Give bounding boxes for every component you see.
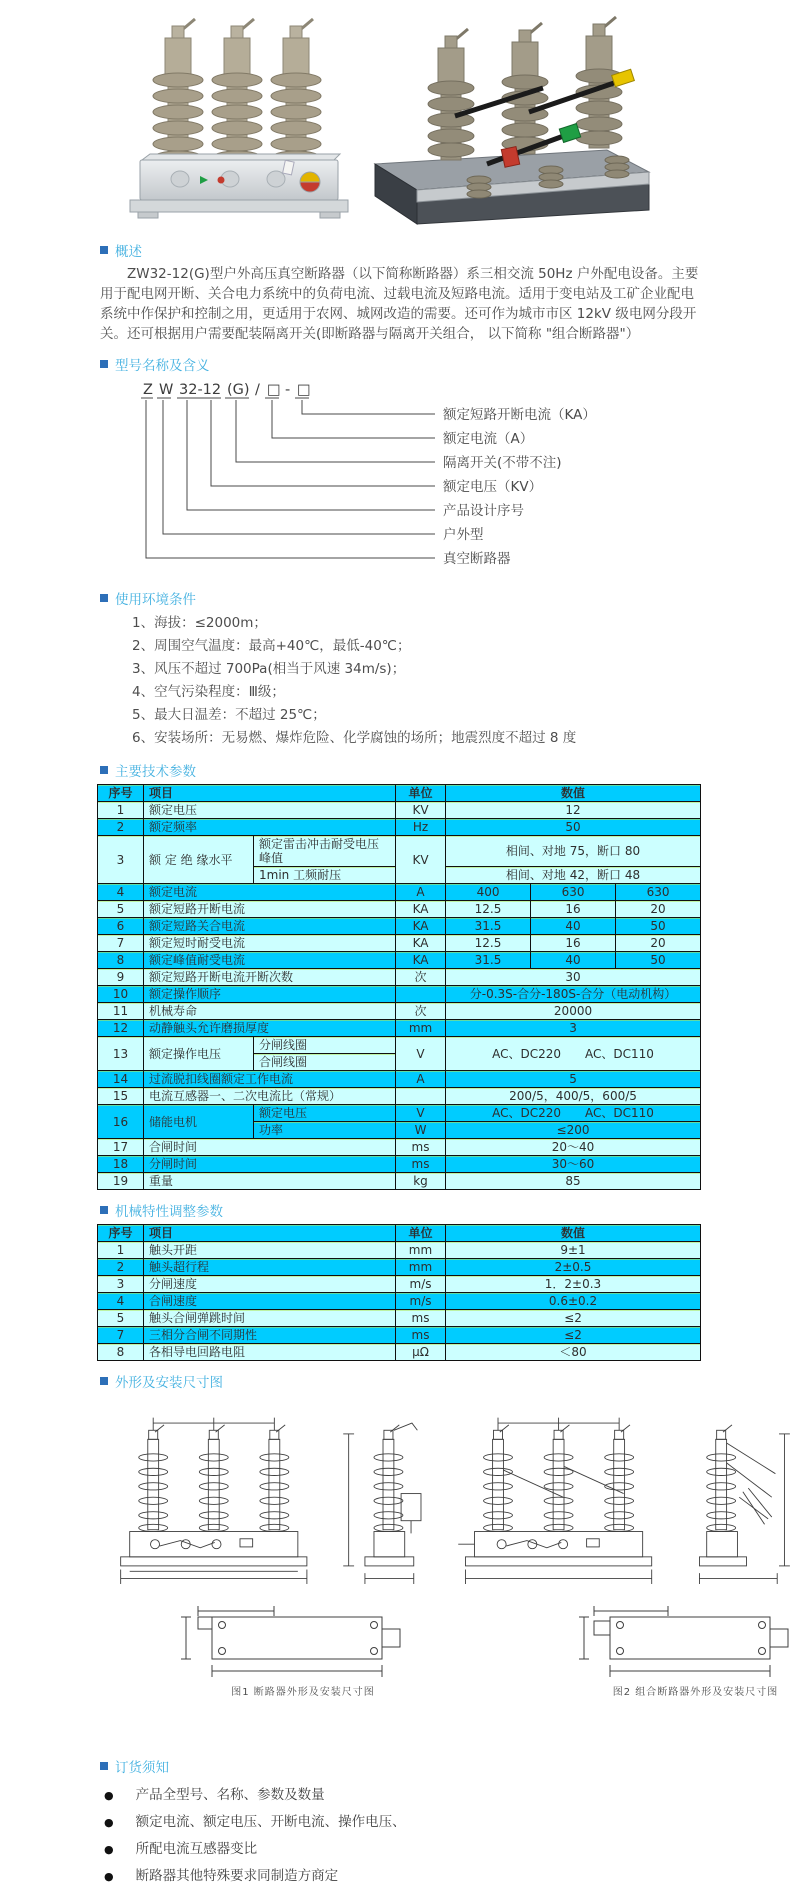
- list-item: [104, 1863, 793, 1890]
- cell-unit: mm: [396, 1259, 446, 1276]
- cell-no: 15: [98, 1088, 144, 1105]
- table-row: [98, 1020, 701, 1037]
- section-title: 订货须知: [115, 1760, 169, 1776]
- cell-no: 7: [98, 1327, 144, 1344]
- section-bullet-icon: [100, 594, 108, 602]
- section-main-params-heading: [100, 760, 793, 780]
- table-row: [98, 1071, 701, 1088]
- cell-no: 2: [98, 819, 144, 836]
- cell-no: 5: [98, 901, 144, 918]
- cell-value: 5: [446, 1071, 701, 1088]
- list-item-text: 额定电流、额定电压、开断电流、操作电压、: [135, 1814, 406, 1830]
- col-header: 序号: [98, 1225, 144, 1242]
- cell-no: 13: [98, 1037, 144, 1071]
- model-code-part: Z: [143, 382, 153, 398]
- col-header: 项目: [144, 785, 396, 802]
- list-item: [104, 1782, 793, 1809]
- plan-block: [178, 1603, 428, 1698]
- cell-unit: V: [396, 1105, 446, 1122]
- table-row: [98, 1156, 701, 1173]
- cell-item: 触头开距: [144, 1242, 396, 1259]
- table-row: [98, 1105, 701, 1122]
- cell-item: 额定频率: [144, 819, 396, 836]
- cell-unit: m/s: [396, 1276, 446, 1293]
- cell-item: 额定短路开断电流: [144, 901, 396, 918]
- cell-value: 30: [446, 969, 701, 986]
- cell-item: 机械寿命: [144, 1003, 396, 1020]
- cell-value: 85: [446, 1173, 701, 1190]
- table-row: [98, 935, 701, 952]
- cell-no: 8: [98, 952, 144, 969]
- table-row: [98, 802, 701, 819]
- cell-unit: W: [396, 1122, 446, 1139]
- model-label: 额定电压（KV）: [443, 479, 543, 495]
- cell-value: 分-0.3S-合分-180S-合分（电动机构）: [446, 986, 701, 1003]
- table-row: [98, 969, 701, 986]
- section-model-heading: [100, 354, 793, 374]
- section-environment-heading: [100, 588, 793, 608]
- cell-item: 触头超行程: [144, 1259, 396, 1276]
- cell-value: ＜80: [446, 1344, 701, 1361]
- combined-breaker-front-view-drawing: [451, 1401, 666, 1597]
- cell-unit: m/s: [396, 1293, 446, 1310]
- section-bullet-icon: [100, 1206, 108, 1214]
- cell-item: 额定峰值耐受电流: [144, 952, 396, 969]
- table-row: [98, 1310, 701, 1327]
- cell-unit: mm: [396, 1242, 446, 1259]
- cell-no: 8: [98, 1344, 144, 1361]
- cell-item: 额 定 绝 缘水平: [144, 836, 254, 884]
- model-label: 额定电流（A）: [443, 431, 534, 447]
- col-header: 序号: [98, 785, 144, 802]
- model-code-part: (G): [227, 382, 250, 398]
- list-item-text: 所配电流互感器变比: [135, 1841, 258, 1857]
- table-row: [98, 1037, 701, 1054]
- cell-value: 3: [446, 1020, 701, 1037]
- bullet-icon: ●: [104, 1870, 114, 1883]
- bullet-icon: ●: [104, 1789, 114, 1802]
- col-header: 项目: [144, 1225, 396, 1242]
- cell-value: 0.6±0.2: [446, 1293, 701, 1310]
- list-item: 3、风压不超过 700Pa(相当于风速 34m/s)；: [132, 661, 406, 677]
- section-title: 型号名称及含义: [115, 358, 210, 374]
- bullet-icon: ●: [104, 1843, 114, 1856]
- model-code-part: □: [267, 382, 281, 398]
- cell-value: AC、DC220 AC、DC110: [446, 1037, 701, 1071]
- cell-unit: ms: [396, 1139, 446, 1156]
- cell-value: 31.5: [446, 918, 531, 935]
- cell-no: 3: [98, 1276, 144, 1293]
- cell-unit: ms: [396, 1156, 446, 1173]
- cell-item: 三相分合闸不同期性: [144, 1327, 396, 1344]
- dimension-drawings: [108, 1401, 793, 1698]
- model-designation-diagram: [135, 378, 755, 578]
- model-label: 额定短路开断电流（KA）: [443, 407, 596, 423]
- section-drawings-heading: [100, 1371, 793, 1391]
- section-overview-heading: [100, 240, 793, 260]
- table-row: [98, 836, 701, 867]
- cell-value: 630: [531, 884, 616, 901]
- cell-item: 合闸时间: [144, 1139, 396, 1156]
- cell-item: 各相导电回路电阻: [144, 1344, 396, 1361]
- cell-value: 相间、对地 75，断口 80: [446, 836, 701, 867]
- cell-no: 18: [98, 1156, 144, 1173]
- cell-value: 1．2±0.3: [446, 1276, 701, 1293]
- table-row: [98, 1276, 701, 1293]
- cell-unit: KA: [396, 901, 446, 918]
- section-bullet-icon: [100, 246, 108, 254]
- section-mech-params-heading: [100, 1200, 793, 1220]
- bullet-icon: ●: [104, 1816, 114, 1829]
- cell-unit: μΩ: [396, 1344, 446, 1361]
- col-header: 单位: [396, 785, 446, 802]
- cell-value: 400: [446, 884, 531, 901]
- mechanical-parameters-table: [97, 1224, 701, 1361]
- breaker-side-view-drawing: [336, 1401, 434, 1597]
- cell-no: 6: [98, 918, 144, 935]
- model-code-part: W: [159, 382, 174, 398]
- list-item: [104, 1809, 793, 1836]
- col-header: 数值: [446, 1225, 701, 1242]
- cell-item: 动静触头允许磨损厚度: [144, 1020, 396, 1037]
- cell-value: 40: [531, 918, 616, 935]
- cell-value: 2±0.5: [446, 1259, 701, 1276]
- cell-value: AC、DC220 AC、DC110: [446, 1105, 701, 1122]
- cell-value: 相间、对地 42，断口 48: [446, 867, 701, 884]
- section-title: 机械特性调整参数: [115, 1204, 223, 1220]
- model-label: 隔离开关(不带不注): [443, 455, 562, 471]
- model-label: 户外型: [443, 527, 484, 543]
- model-label: 真空断路器: [443, 551, 511, 567]
- section-bullet-icon: [100, 1762, 108, 1770]
- cell-item: 分闸时间: [144, 1156, 396, 1173]
- cell-unit: A: [396, 884, 446, 901]
- table-row: [98, 819, 701, 836]
- breaker-mounting-plan-drawing: [178, 1603, 428, 1681]
- cell-subitem: 分闸线圈: [254, 1037, 396, 1054]
- cell-subitem: 额定电压: [254, 1105, 396, 1122]
- cell-value: ≤200: [446, 1122, 701, 1139]
- table-row: [98, 952, 701, 969]
- cell-unit: Hz: [396, 819, 446, 836]
- cell-value: 12.5: [446, 901, 531, 918]
- cell-unit: [396, 1088, 446, 1105]
- cell-unit: KA: [396, 952, 446, 969]
- mounting-plans-row: [108, 1603, 793, 1698]
- overview-paragraph: ZW32-12(G)型户外高压真空断路器（以下简称断路器）系三相交流 50Hz 户外配电设备。主要用于配电网开断、关合电力系统中的负荷电流、过载电流及短路电流。适用于变电站及工矿企业配电系统中作保护和控制之用，更适用于农网、城网改造的需要。还可作为城市市区 12kV 级电网分段开关。还可根据用户需要配装隔离开关(即断路器与隔离开关组合， 以下简称 "组合断路器"）: [100, 266, 699, 342]
- section-bullet-icon: [100, 766, 108, 774]
- section-title: 主要技术参数: [115, 764, 196, 780]
- cell-no: 3: [98, 836, 144, 884]
- cell-item: 合闸速度: [144, 1293, 396, 1310]
- model-code-part: /: [255, 382, 260, 398]
- cell-no: 16: [98, 1105, 144, 1139]
- cell-value: 30～60: [446, 1156, 701, 1173]
- combined-breaker-mounting-plan-drawing: [578, 1603, 793, 1681]
- section-bullet-icon: [100, 1377, 108, 1385]
- cell-item: 额定短路关合电流: [144, 918, 396, 935]
- cell-no: 9: [98, 969, 144, 986]
- table-row: [98, 1242, 701, 1259]
- cell-item: 分闸速度: [144, 1276, 396, 1293]
- list-item: 1、海拔：≤2000m；: [132, 615, 267, 631]
- cell-item: 电流互感器一、二次电流比（常规）: [144, 1088, 396, 1105]
- list-item: 2、周围空气温度：最高+40℃，最低-40℃；: [132, 638, 411, 654]
- cell-unit: KA: [396, 918, 446, 935]
- list-item-text: 断路器其他特殊要求同制造方商定: [135, 1868, 339, 1884]
- list-item: 6、安装场所：无易燃、爆炸危险、化学腐蚀的场所；地震烈度不超过 8 度: [132, 730, 577, 746]
- section-title: 外形及安装尺寸图: [115, 1375, 223, 1391]
- cell-item: 重量: [144, 1173, 396, 1190]
- table-row: [98, 986, 701, 1003]
- cell-value: 12: [446, 802, 701, 819]
- cell-value: 20: [616, 901, 701, 918]
- cell-no: 5: [98, 1310, 144, 1327]
- cell-unit: ms: [396, 1327, 446, 1344]
- cell-value: 20: [616, 935, 701, 952]
- cell-unit: 次: [396, 969, 446, 986]
- cell-unit: kg: [396, 1173, 446, 1190]
- section-bullet-icon: [100, 360, 108, 368]
- combined-breaker-side-view-drawing: [685, 1401, 793, 1597]
- section-ordering-heading: [100, 1756, 793, 1776]
- cell-item: 额定电流: [144, 884, 396, 901]
- table-row: [98, 1344, 701, 1361]
- cell-no: 4: [98, 884, 144, 901]
- table-row: [98, 918, 701, 935]
- cell-no: 12: [98, 1020, 144, 1037]
- drawings-row: [108, 1401, 793, 1597]
- cell-value: 31.5: [446, 952, 531, 969]
- table-header-row: [98, 1225, 701, 1242]
- cell-no: 7: [98, 935, 144, 952]
- cell-value: 200/5，400/5，600/5: [446, 1088, 701, 1105]
- cell-value: 12.5: [446, 935, 531, 952]
- cell-no: 17: [98, 1139, 144, 1156]
- table-row: [98, 901, 701, 918]
- cell-unit: [396, 986, 446, 1003]
- table-row: [98, 1327, 701, 1344]
- table-row: [98, 1003, 701, 1020]
- cell-unit: KV: [396, 802, 446, 819]
- cell-unit: ms: [396, 1310, 446, 1327]
- col-header: 单位: [396, 1225, 446, 1242]
- cell-unit: mm: [396, 1020, 446, 1037]
- cell-no: 14: [98, 1071, 144, 1088]
- list-item: 4、空气污染程度：Ⅲ级；: [132, 684, 285, 700]
- cell-item: 额定短路开断电流开断次数: [144, 969, 396, 986]
- cell-subitem: 1min 工频耐压: [254, 867, 396, 884]
- product-photo-breaker: [124, 12, 349, 230]
- table-row: [98, 1293, 701, 1310]
- section-title: 概述: [115, 244, 142, 260]
- cell-item: 额定短时耐受电流: [144, 935, 396, 952]
- table-row: [98, 1139, 701, 1156]
- cell-value: 630: [616, 884, 701, 901]
- main-parameters-table: [97, 784, 701, 1190]
- product-photos: [0, 0, 793, 230]
- col-header: 数值: [446, 785, 701, 802]
- cell-no: 2: [98, 1259, 144, 1276]
- cell-subitem: 合闸线圈: [254, 1054, 396, 1071]
- cell-value: 40: [531, 952, 616, 969]
- model-label: 产品设计序号: [443, 503, 524, 519]
- model-code-part: -: [285, 382, 291, 398]
- breaker-front-view-drawing: [108, 1401, 318, 1597]
- cell-no: 10: [98, 986, 144, 1003]
- table-row: [98, 884, 701, 901]
- cell-unit: KA: [396, 935, 446, 952]
- plan-block: [578, 1603, 793, 1698]
- cell-item: 额定电压: [144, 802, 396, 819]
- cell-no: 1: [98, 1242, 144, 1259]
- cell-item: 触头合闸弹跳时间: [144, 1310, 396, 1327]
- cell-unit: V: [396, 1037, 446, 1071]
- environment-conditions-list: [132, 612, 793, 750]
- product-photo-combined-breaker: [355, 12, 670, 230]
- list-item: 5、最大日温差：不超过 25℃；: [132, 707, 326, 723]
- cell-value: 50: [616, 918, 701, 935]
- table-row: [98, 1088, 701, 1105]
- cell-no: 4: [98, 1293, 144, 1310]
- list-item-text: 产品全型号、名称、参数及数量: [135, 1787, 325, 1803]
- section-title: 使用环境条件: [115, 592, 196, 608]
- cell-value: 50: [616, 952, 701, 969]
- cell-value: 20～40: [446, 1139, 701, 1156]
- cell-unit: A: [396, 1071, 446, 1088]
- cell-no: 1: [98, 802, 144, 819]
- ordering-notes-list: [104, 1782, 793, 1890]
- cell-item: 额定操作电压: [144, 1037, 254, 1071]
- cell-unit: KV: [396, 836, 446, 884]
- cell-value: 50: [446, 819, 701, 836]
- cell-item: 过流脱扣线圈额定工作电流: [144, 1071, 396, 1088]
- cell-unit: 次: [396, 1003, 446, 1020]
- cell-subitem: 功率: [254, 1122, 396, 1139]
- cell-value: 20000: [446, 1003, 701, 1020]
- table-row: [98, 1173, 701, 1190]
- figure-caption: 图1 断路器外形及安装尺寸图: [231, 1687, 375, 1698]
- cell-item: 储能电机: [144, 1105, 254, 1139]
- list-item: [104, 1836, 793, 1863]
- cell-item: 额定操作顺序: [144, 986, 396, 1003]
- model-code-part: □: [297, 382, 311, 398]
- cell-value: ≤2: [446, 1310, 701, 1327]
- cell-no: 19: [98, 1173, 144, 1190]
- cell-subitem: 额定雷击冲击耐受电压峰值: [254, 836, 396, 867]
- model-code-part: 32-12: [179, 382, 222, 398]
- table-row: [98, 1259, 701, 1276]
- cell-value: 16: [531, 935, 616, 952]
- cell-value: ≤2: [446, 1327, 701, 1344]
- cell-no: 11: [98, 1003, 144, 1020]
- figure-caption: 图2 组合断路器外形及安装尺寸图: [612, 1687, 779, 1698]
- cell-value: 9±1: [446, 1242, 701, 1259]
- table-header-row: [98, 785, 701, 802]
- cell-value: 16: [531, 901, 616, 918]
